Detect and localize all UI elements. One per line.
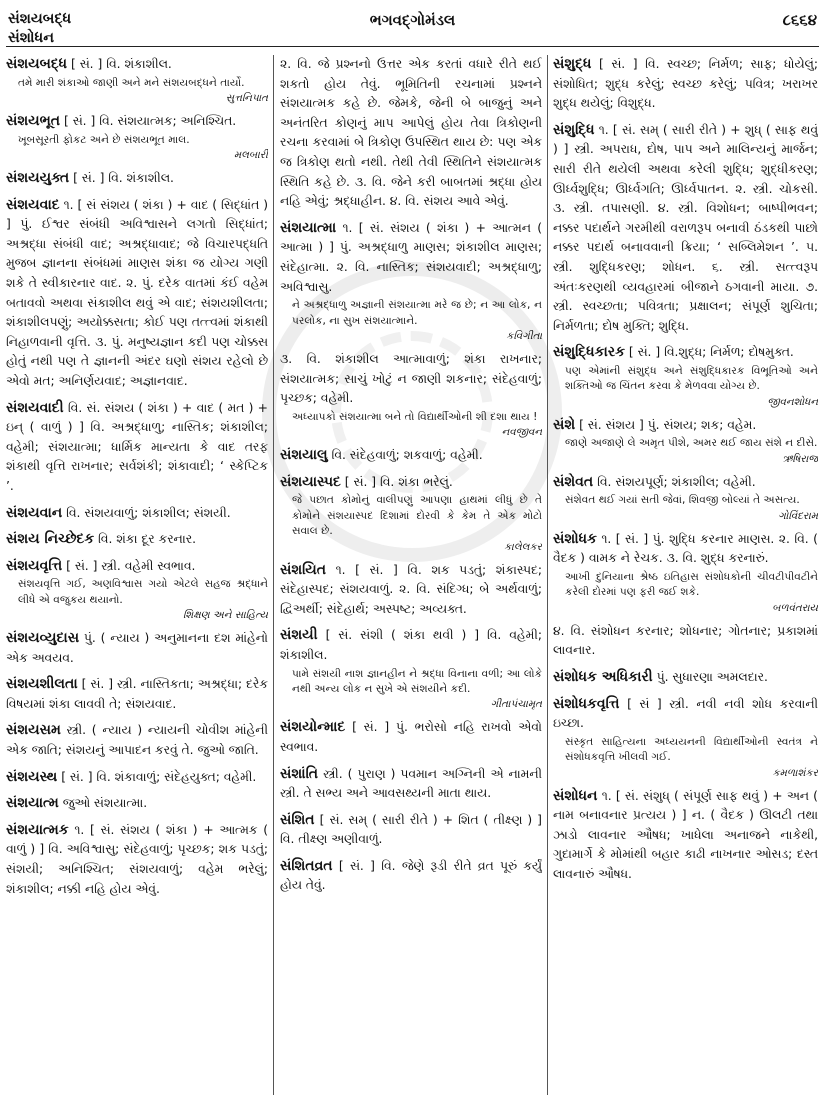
entry-headword: સંશયવાદી [6, 399, 64, 416]
entry-definition: [ સં. સંશય ] પું. સંશય; શક; વહેમ. [579, 417, 757, 432]
entry-headword: સંશયભૂત [6, 113, 61, 129]
entry-definition: પું. સુધારણા અમલદાર. [656, 669, 768, 684]
dictionary-entry [6, 557, 268, 622]
entry-quotation: જાણે અજાણે લે અમૃત પીશે, અમર થઈ જાય સંશે ન દીસે. [565, 437, 818, 450]
quotation-source: ગીતાપંચામૃત [490, 698, 542, 711]
dictionary-entry [6, 530, 268, 550]
dictionary-entry [6, 55, 268, 105]
dictionary-entry [553, 695, 818, 780]
entry-definition: [ સં. ] વિ. જેણે રૂડી રીતે વ્રત પૂરું કર્યું હોય તેવું. [280, 858, 542, 893]
guide-word-second: સંશોધન [8, 30, 55, 46]
entry-headword: સંશયસ્થ [6, 768, 58, 785]
entry-definition: [ સં. ] વિ. સ્વચ્છ; નિર્મળ; સાફ; ધોયેલું; સંશોધિત; શુદ્ધ કરેલું; સ્વચ્છ કરેલું; પવિત્ર; ખરાખર શુદ્ધ થયેલું; વિશુદ્ધ. [553, 57, 818, 111]
entry-headword: સંશાંતિ [280, 765, 319, 782]
entry-definition: ૩. વિ. શંકાશીલ આત્માવાળું; શંકા રાખનાર; સંશયાત્મક; સાચું ખોટું ન જાણી શકનાર; સંદેહવાળું; પૃચ્છક; વહેમી. [280, 351, 542, 406]
dictionary-entry [553, 668, 818, 688]
entry-headword: સંશયવ્યુદાસ [6, 630, 80, 647]
entry-quotation: સંશયવૃત્તિ ગઈ, અણવિશ્વાસ ગયો એટલે સહજ શ્રદ્ધાને લીધે એ વજુકય થયાનો. [18, 578, 268, 606]
column-divider [273, 55, 274, 1095]
dictionary-entry [280, 561, 542, 620]
entry-definition: વિ. સંદેહવાળું; શકવાળું; વહેમી. [331, 448, 483, 463]
quotation-source: સુત્તનિપાત [225, 92, 268, 104]
dictionary-entry [280, 473, 542, 554]
dictionary-entry [553, 121, 818, 337]
entry-headword: સંશેવત [553, 473, 594, 490]
entry-headword: સંશયાસ્પદ [280, 473, 341, 490]
dictionary-entry [6, 794, 268, 814]
quotation-source: કાલેલકર [504, 540, 542, 553]
entry-quotation: અધ્યાપકો સંશયાત્મા બને તો વિદ્યાર્થીઓની શી દશા થાય ! [292, 410, 538, 423]
dictionary-entry [6, 399, 268, 497]
entry-definition: વિ. સંશયપૂર્ણ; શંકાશીલ; વહેમી. [597, 474, 756, 489]
quotation-source: જીવનશોધન [767, 395, 818, 408]
entry-headword: સંશોધન [553, 787, 598, 804]
entry-definition: ૧. [ સં. સમ્ ( સારી રીતે ) + શુધ્ ( સાફ થવું ) ] સ્ત્રી. અપરાધ, દોષ, પાપ અને માલિન્યનું માર્જન; સારી રીતે થયેલી અથવા કરેલી શુદ્ધિ; શુદ્ધીકરણ; ઊર્ધ્વશુદ્ધિ; ઊર્ધ્વગતિ; ઊર્ધ્વપાતન. ૨. સ્ત્રી. ચોકસી. ૩. સ્ત્રી. તપાસણી. ૪. સ્ત્રી. વિશોધન; બાષ્પીભવન; નક્કર પદાર્થને ગરમીથી વરાળરૂપ બનાવી ઠંડકથી પાછો નક્કર પદાર્થ બનાવવાની ક્રિયા; ‘ સબ્લિમેશન ’. ૫. સ્ત્રી. શુદ્ધિકરણ; શોધન. ૬. સ્ત્રી. સત્ત્વરૂપ અંતઃકરણથી વ્યવહારમાં બીજાને ઠગવાની માયા. ૭. સ્ત્રી. સ્વચ્છતા; પવિત્રતા; પ્રક્ષાલન; સંપૂર્ણ શુચિતા; નિર્મળતા; દોષ મુક્તિ; શુદ્ધિ. [553, 122, 818, 333]
quotation-source: ગોવિંદરામ [778, 509, 818, 522]
entry-definition: ૧. [ સં. ] પું. શુદ્ધિ કરનાર માણસ. ૨. વિ. ( વૈદક ) વામક ને રેચક. ૩. વિ. શુદ્ધ કરનારું. [553, 531, 818, 566]
entry-quotation: આખી દુનિયાના શ્રેષ્ઠ ઇતિહાસ સંશોધકોની ચીવટીપીવટીને કરેલી દોરમાં પણ ફરી જઈ શકે. [565, 570, 818, 599]
entry-definition: [ સં. સંશી ( શંકા થવી ) ] વિ. વહેમી; શંકાશીલ. [280, 628, 542, 662]
entry-quotation: ને અશ્રદ્ધાળુ અજ્ઞાની સંશયાત્મા મરે જ છે; ન આ લોક, ન પરલોક, ના સુખ સંશયાત્માને. [292, 299, 542, 327]
entry-headword: સંશુદ્ધ [553, 56, 592, 72]
entry-quotation: સંશેવત થઈ ગયાં સતી જેવાં, શિવજી બોલ્યાં તે અસત્ય. [565, 494, 800, 507]
dictionary-entry [553, 787, 818, 885]
entry-definition: [ સં. સમ્ ( સારી રીતે ) + શિત ( તીક્ષ્ણ ) ] વિ. તીક્ષ્ણ અણીવાળું. [280, 812, 542, 847]
quotation-source: નવજીવન [501, 426, 542, 439]
column-3 [553, 55, 818, 1095]
entry-quotation: પામે સંશયી નાશ જ્ઞાનહીન ને શ્રદ્ધા વિનાના વળી; આ લોકે નથી અન્ય લોક ન સુખે એ સંશયીને કદી. [292, 667, 542, 695]
dictionary-entry [6, 675, 268, 714]
quotation-source: મલબારી [233, 149, 268, 161]
dictionary-entry [280, 857, 542, 896]
entry-definition: પું. ( ન્યાય ) અનુમાનના દશ માંહેનો એક અવયવ. [6, 631, 268, 665]
entry-definition: [ સં ] સ્ત્રી. નવી નવી શોધ કરવાની ઇચ્છા. [553, 696, 818, 731]
dictionary-entry [280, 765, 542, 804]
dictionary-entry [280, 718, 542, 757]
entry-definition: [ સં. ] વિ. શંકાશીલ. [73, 171, 174, 185]
entry-headword: સંશયબદ્ધ [6, 56, 68, 72]
entry-headword: સંશયવાદ [6, 196, 60, 213]
entry-definition: ૨. વિ. જે પ્રશ્નનો ઉત્તર એક કરતાં વધારે રીતે થઈ શકતો હોય તેવું. ભૂમિતિની રચનામાં પ્રશ્નને સંશયાત્મક કહે છે. જેમકે, જેની બે બાજુનું અને અનંતરિત કોણનું માપ આપેલું હોય તેવા ત્રિકોણની રચના કરવામાં બે ત્રિકોણ ઉપસ્થિત થાય છે: પણ એક જ ત્રિકોણ થતો નથી. તેથી તેવી સ્થિતિને સંશયાત્મક સ્થિતિ કહે છે. ૩. વિ. જેને કરી બાબતમાં શ્રદ્ધા હોય નહિ એવું; શ્રદ્ધાહીન. ૪. વિ. સંશય આવે એવું. [280, 57, 542, 209]
entry-definition: [ સં. ] પું. ભરોસો નહિ રાખવો એવો સ્વભાવ. [280, 720, 542, 754]
dictionary-entry [280, 350, 542, 439]
entry-definition: [ સં. ] વિ.શુદ્ધ; નિર્મળ; દોષમુક્ત. [628, 345, 794, 360]
dictionary-entry [280, 219, 542, 343]
entry-definition: ૧. [ સં. સંશય ( શંકા ) + આત્મન ( આત્મા ) ] પું. અશ્રદ્ધાળુ માણસ; શંકાશીલ માણસ; સંદેહાત્મા. ૨. વિ. નાસ્તિક; સંશયવાદી; અશ્રદ્ધાળુ; અવિશ્વાસુ. [280, 220, 542, 294]
page-header [0, 6, 825, 60]
entry-headword: સંશયવાન [6, 504, 63, 521]
entry-headword: સંશોધક [553, 530, 597, 547]
entry-definition: ૧. [ સં સંશય ( શંકા ) + વાદ ( સિદ્ધાંત ) ] પું. ઈશ્વર સંબંધી અવિશ્વાસને લગતો સિદ્ધાંત; અશ્રદ્ધા સંબંધી વાદ; અશ્રદ્ધાવાદ; જે વિચારપદ્ધતિ મુજબ જ્ઞાનના સંબંધમાં માણસ શંકા જ યોગ્ય ગણી શકે તે સ્વીકારનાર વાદ. ૨. પું. દરેક વાતમાં કંઈ વહેમ બતાવવો અથવા સંકાશીલ થવું એ વાદ; સંશયશીલતા; શંકાશીલપણું; અયોક્કસતા; કોઈ પણ તત્ત્વમાં શંકાથી નિહાળવાની વૃત્તિ. ૩. પું. મનુષ્યજ્ઞાન કદી પણ ચોક્કસ હોતું નથી પણ તે જ્ઞાનની અંદર ઘણો સંશય રહેલો છે એવો મત; અનિર્ણયવાદ; અજ્ઞાનવાદ. [6, 197, 268, 388]
entry-quotation: ખૂબસૂરતી ફોકટ અને છે સંશયભૂત માલ. [18, 133, 190, 146]
entry-definition: [ સં. ] વિ. શંકાવાળું; સંદેહયુક્ત; વહેમી. [61, 769, 257, 784]
dictionary-entry [280, 626, 542, 711]
entry-quotation: પણ એમાંની સંશુદ્ધ અને સંશુદ્ધિકારક વિભૂતિઓ અને શક્તિઓ જ ચિંતન કરવા કે મેળવવા યોગ્ય છે. [565, 364, 818, 393]
dictionary-entry [553, 416, 818, 466]
column-2 [280, 55, 542, 1095]
dictionary-entry [6, 629, 268, 668]
page-number: ૮૬૬૪ [782, 11, 817, 29]
entry-headword: સંશયી [280, 627, 318, 644]
entry-headword: સંશયિત [280, 561, 327, 578]
quotation-source: કવિગીતા [506, 329, 542, 342]
entry-headword: સંશિતવ્રત [280, 857, 333, 874]
column-1 [6, 55, 268, 1095]
quotation-source: બળવંતરાય [772, 601, 818, 614]
entry-headword: સંશુદ્ધિકારક [553, 344, 625, 361]
entry-definition: જુઓ સંશયાત્મા. [62, 796, 148, 811]
entry-definition: [ સં. ] વિ. સંશયાત્મક; અનિશ્ચિત. [64, 114, 237, 128]
entry-quotation: તમે મારી શંકાઓ જાણી અને મને સંશયબદ્ધને તાર્યો. [18, 76, 245, 89]
dictionary-entry [6, 768, 268, 788]
quotation-source: શિક્ષણ અને સાહિત્ય [182, 609, 268, 622]
entry-headword: સંશયસમ [6, 722, 61, 739]
entry-definition: [ સં. ] વિ. શંકાશીલ. [71, 57, 172, 71]
entry-headword: સંશોધકવૃત્તિ [553, 695, 620, 712]
dictionary-entry [6, 169, 268, 189]
dictionary-entry [280, 55, 542, 212]
entry-definition: ૧. [ સં. સંશુધ્ ( સંપૂર્ણ સાફ થવું ) + અન ( નામ બનાવનાર પ્રત્યય ) ] ન. ( વૈદક ) ઊલટી તથા ઝાડો લાવનાર ઔષધ; ખાધેલા અનાજને નાકેથી, ગુદામાર્ગે કે મોમાંથી બહાર કાઢી નાખનાર ઓસડ; દસ્ત લાવનારું ઔષધ. [553, 788, 818, 881]
entry-headword: સંશયાત્મક [6, 821, 69, 838]
column-divider [547, 55, 548, 1095]
dictionary-entry [6, 112, 268, 162]
entry-headword: સંશુદ્ધિ [553, 121, 595, 138]
dictionary-entry [553, 55, 818, 114]
entry-definition: સ્ત્રી. ( પુરાણ ) પવમાન અગ્નિની એ નામની સ્ત્રી. તે સભ્ય અને આવસથ્યની માતા થાય. [280, 766, 542, 801]
entry-definition: વિ. સંશયવાળું; શંકાશીલ; સંશયી. [66, 505, 231, 520]
entry-headword: સંશયશીલતા [6, 676, 78, 693]
dictionary-entry [280, 446, 542, 466]
entry-definition: સ્ત્રી. ( ન્યાય ) ન્યાયની ચોવીશ માંહેની એક જાતિ; સંશયનું આપાદન કરવું તે. જુઓ જાતિ. [6, 723, 268, 758]
dictionary-entry [6, 721, 268, 760]
dictionary-entry [6, 196, 268, 392]
dictionary-entry [6, 504, 268, 524]
entry-headword: સંશિત [280, 811, 315, 828]
dictionary-entry [553, 473, 818, 523]
entry-definition: [ સં. ] સ્ત્રી. નાસ્તિકતા; અશ્રદ્ધા; દરેક વિષયમાં શંકા લાવવી તે; સંશયવાદ. [6, 677, 268, 711]
entry-headword: સંશય નિચ્છેદક [6, 531, 95, 548]
dictionary-entry [6, 821, 268, 899]
guide-word-first: સંશયબદ્ધ [8, 11, 72, 27]
dictionary-entry [553, 343, 818, 408]
entry-definition: વિ. સં. સંશય ( શંકા ) + વાદ ( મત ) + ઇન્ ( વાળું ) ] વિ. અશ્રદ્ધાળુ; નાસ્તિક; શંકાશીલ; વહેમી; સંશયાત્મા; ધાર્મિક માન્યતા કે વાદ તરફ શંકાથી વૃત્તિ રાખનાર; સર્વશંકી; શંકાવાદી; ‘ સ્કેપ્ટિક ’. [6, 400, 268, 493]
entry-headword: સંશયોન્માદ [280, 719, 346, 736]
entry-definition: ૧. [ સં. સંશય ( શંકા ) + આત્મક ( વાળું ) ] વિ. અવિશ્વાસુ; સંદેહવાળું; પૃચ્છક; શક પડતું; સંશયી; અનિશ્ચિત; સંશયવાળું; વહેમ ભરેલું; શંકાશીલ; નક્કી નહિ હોય એવું. [6, 822, 268, 896]
dictionary-entry [553, 530, 818, 615]
entry-headword: સંશયાત્મા [280, 219, 337, 236]
entry-headword: સંશે [553, 416, 576, 433]
entry-quotation: સંસ્કૃત સાહિત્યના અધ્યયનની વિદ્યાર્થીઓની સ્વતંત્ર ને સંશોધકવૃત્તિ ખીલવી ગઈ. [565, 735, 818, 764]
entry-definition: ૪. વિ. સંશોધન કરનાર; શોધનાર; ગોતનાર; પ્રકાશમાં લાવનાર. [553, 623, 818, 658]
entry-headword: સંશયયુક્ત [6, 170, 70, 186]
dictionary-entry [553, 622, 818, 661]
entry-definition: ૧. [ સં. ] વિ. શક પડતું; શંકાસ્પદ; સંદેહાસ્પદ; સંશયવાળું. ૨. વિ. સંદિગ્ધ; બે અર્થવાળું; દ્વિઅર્થી; સંદેહાર્થ; અસ્પષ્ટ; અવ્યક્ત. [280, 562, 542, 616]
entry-definition: [ સં. ] વિ. શંકા ભરેલું. [344, 474, 453, 489]
entry-definition: [ સં. ] સ્ત્રી. વહેમી સ્વભાવ. [66, 558, 196, 573]
book-title: ભગવદ્ગોમંડલ [369, 11, 456, 29]
header-rule [6, 46, 819, 47]
quotation-source: ઋષિરાજ [782, 452, 818, 465]
quotation-source: કમળાશંકર [772, 766, 818, 779]
entry-headword: સંશયવૃત્તિ [6, 557, 63, 574]
dictionary-entry [280, 811, 542, 850]
entry-definition: વિ. શંકા દૂર કરનાર. [98, 532, 196, 547]
entry-headword: સંશયાત્મ [6, 795, 59, 812]
entry-headword: સંશયાલુ [280, 447, 328, 464]
entry-headword: સંશોધક અધિકારી [553, 668, 653, 685]
entry-quotation: જે પછાત કોમોનું વાલીપણું આપણા હાથમાં લીધું છે તે કોમોને સંશયાસ્પદ દિશામાં દોરવી કે કેમ તે એક મોટો સવાલ છે. [292, 494, 542, 538]
